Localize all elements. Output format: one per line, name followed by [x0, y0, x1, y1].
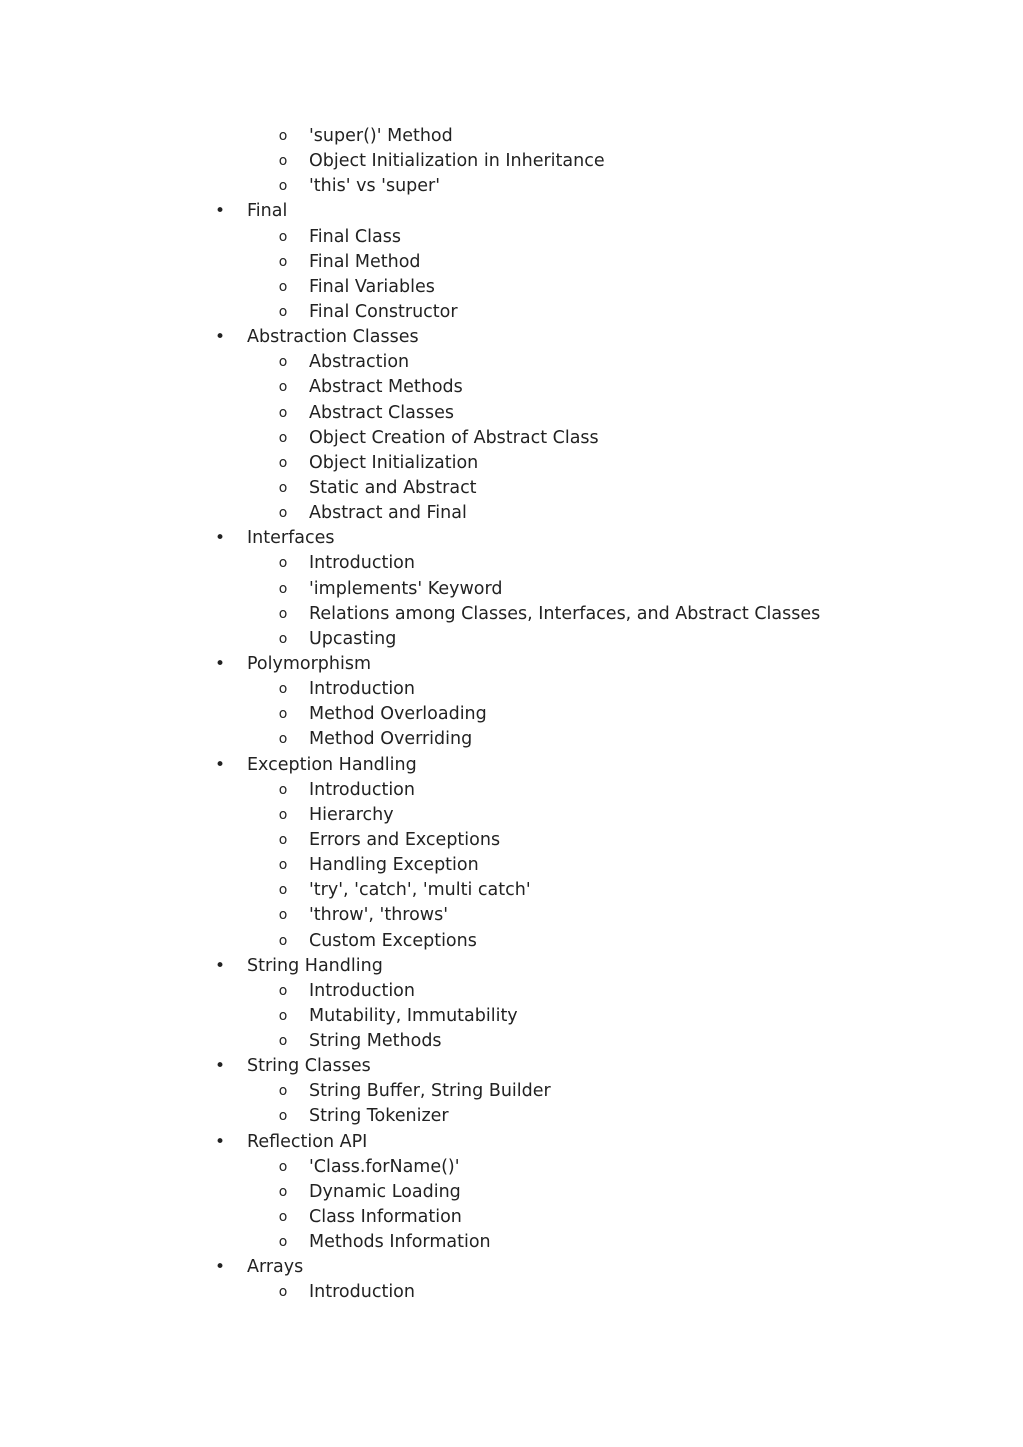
topic-label: String Classes	[247, 1056, 371, 1077]
subtopic-item	[0, 1104, 1023, 1129]
bullet-circle-icon: o	[278, 605, 288, 622]
bullet-circle-icon: o	[278, 555, 288, 572]
topic-label: Polymorphism	[247, 653, 372, 674]
subtopic-label: Abstract and Final	[309, 503, 467, 524]
bullet-circle-icon: o	[278, 429, 288, 446]
subtopic-item	[0, 727, 1023, 752]
subtopic-item	[0, 903, 1023, 928]
subtopic-label: Class Information	[309, 1207, 462, 1228]
subtopic-item	[0, 476, 1023, 501]
topic-label: Interfaces	[247, 528, 335, 549]
subtopic-item	[0, 174, 1023, 199]
subtopic-item	[0, 803, 1023, 828]
bullet-circle-icon: o	[278, 1284, 288, 1301]
subtopic-item	[0, 602, 1023, 627]
subtopic-label: Custom Exceptions	[309, 930, 477, 951]
subtopic-label: Final Variables	[309, 276, 435, 297]
subtopic-label: String Buffer, String Builder	[309, 1081, 551, 1102]
subtopic-label: 'implements' Keyword	[309, 578, 503, 599]
subtopic-item	[0, 702, 1023, 727]
subtopic-item	[0, 375, 1023, 400]
bullet-circle-icon: o	[278, 1183, 288, 1200]
subtopic-item	[0, 501, 1023, 526]
subtopic-item	[0, 250, 1023, 275]
bullet-circle-icon: o	[278, 1083, 288, 1100]
bullet-circle-icon: o	[278, 404, 288, 421]
subtopic-item	[0, 929, 1023, 954]
subtopic-item	[0, 577, 1023, 602]
subtopic-item	[0, 1079, 1023, 1104]
subtopic-item	[0, 401, 1023, 426]
bullet-circle-icon: o	[278, 932, 288, 949]
bullet-circle-icon: o	[278, 505, 288, 522]
topic-item	[0, 1255, 1023, 1280]
bullet-disc-icon: •	[214, 201, 226, 222]
bullet-circle-icon: o	[278, 178, 288, 195]
bullet-circle-icon: o	[278, 1007, 288, 1024]
bullet-circle-icon: o	[278, 479, 288, 496]
subtopic-label: Handling Exception	[309, 855, 479, 876]
subtopic-label: String Tokenizer	[309, 1106, 449, 1127]
subtopic-label: Abstract Methods	[309, 377, 463, 398]
subtopic-label: 'this' vs 'super'	[309, 176, 441, 197]
subtopic-item	[0, 124, 1023, 149]
subtopic-label: Errors and Exceptions	[309, 829, 501, 850]
bullet-circle-icon: o	[278, 857, 288, 874]
bullet-disc-icon: •	[214, 1257, 226, 1278]
topic-item	[0, 954, 1023, 979]
topic-label: Arrays	[247, 1257, 304, 1278]
bullet-circle-icon: o	[278, 681, 288, 698]
bullet-circle-icon: o	[278, 228, 288, 245]
bullet-circle-icon: o	[278, 982, 288, 999]
subtopic-item	[0, 1230, 1023, 1255]
bullet-circle-icon: o	[278, 454, 288, 471]
subtopic-item	[0, 275, 1023, 300]
subtopic-label: 'throw', 'throws'	[309, 905, 449, 926]
subtopic-label: Introduction	[309, 679, 415, 700]
topic-item	[0, 199, 1023, 224]
subtopic-item	[0, 677, 1023, 702]
subtopic-label: Methods Information	[309, 1232, 491, 1253]
bullet-circle-icon: o	[278, 806, 288, 823]
topic-label: Abstraction Classes	[247, 327, 419, 348]
bullet-circle-icon: o	[278, 1108, 288, 1125]
bullet-disc-icon: •	[214, 327, 226, 348]
bullet-disc-icon: •	[214, 1056, 226, 1077]
bullet-disc-icon: •	[214, 528, 226, 549]
bullet-disc-icon: •	[214, 1131, 226, 1152]
subtopic-label: Method Overriding	[309, 729, 473, 750]
bullet-circle-icon: o	[278, 128, 288, 144]
topic-item	[0, 526, 1023, 551]
subtopic-label: 'super()' Method	[309, 126, 453, 146]
bullet-circle-icon: o	[278, 1158, 288, 1175]
subtopic-item	[0, 1280, 1023, 1305]
bullet-circle-icon: o	[278, 1033, 288, 1050]
subtopic-item	[0, 426, 1023, 451]
subtopic-label: Object Creation of Abstract Class	[309, 427, 599, 448]
bullet-circle-icon: o	[278, 379, 288, 396]
topic-label: Reflection API	[247, 1131, 368, 1152]
course-outline	[0, 124, 1023, 1306]
topic-item	[0, 325, 1023, 350]
subtopic-label: String Methods	[309, 1031, 442, 1052]
subtopic-item	[0, 1205, 1023, 1230]
subtopic-label: Introduction	[309, 553, 415, 574]
bullet-disc-icon: •	[214, 653, 226, 674]
bullet-disc-icon: •	[214, 955, 226, 976]
subtopic-item	[0, 627, 1023, 652]
subtopic-label: Hierarchy	[309, 804, 394, 825]
bullet-circle-icon: o	[278, 907, 288, 924]
subtopic-label: Abstract Classes	[309, 402, 454, 423]
subtopic-label: Introduction	[309, 980, 415, 1001]
subtopic-label: Abstraction	[309, 352, 410, 373]
subtopic-item	[0, 853, 1023, 878]
bullet-circle-icon: o	[278, 1234, 288, 1251]
topic-label: Final	[247, 201, 288, 222]
bullet-circle-icon: o	[278, 831, 288, 848]
subtopic-label: Object Initialization in Inheritance	[309, 151, 605, 172]
bullet-circle-icon: o	[278, 706, 288, 723]
subtopic-label: 'try', 'catch', 'multi catch'	[309, 880, 531, 901]
subtopic-item	[0, 350, 1023, 375]
bullet-circle-icon: o	[278, 731, 288, 748]
topic-item	[0, 1130, 1023, 1155]
subtopic-item	[0, 225, 1023, 250]
bullet-circle-icon: o	[278, 1209, 288, 1226]
topic-label: Exception Handling	[247, 754, 417, 775]
subtopic-label: Mutability, Immutability	[309, 1005, 518, 1026]
topic-label: String Handling	[247, 955, 383, 976]
bullet-circle-icon: o	[278, 882, 288, 899]
subtopic-item	[0, 1180, 1023, 1205]
subtopic-item	[0, 828, 1023, 853]
subtopic-item	[0, 551, 1023, 576]
subtopic-label: 'Class.forName()'	[309, 1156, 460, 1177]
subtopic-item	[0, 1004, 1023, 1029]
bullet-circle-icon: o	[278, 781, 288, 798]
subtopic-label: Static and Abstract	[309, 477, 477, 498]
bullet-circle-icon: o	[278, 303, 288, 320]
bullet-circle-icon: o	[278, 630, 288, 647]
subtopic-label: Final Class	[309, 226, 401, 247]
topic-item	[0, 652, 1023, 677]
topic-item	[0, 753, 1023, 778]
subtopic-item	[0, 878, 1023, 903]
subtopic-label: Final Method	[309, 251, 421, 272]
subtopic-item	[0, 149, 1023, 174]
subtopic-item	[0, 451, 1023, 476]
subtopic-label: Upcasting	[309, 628, 397, 649]
subtopic-label: Dynamic Loading	[309, 1181, 461, 1202]
bullet-circle-icon: o	[278, 580, 288, 597]
subtopic-label: Final Constructor	[309, 301, 458, 322]
bullet-circle-icon: o	[278, 253, 288, 270]
subtopic-item	[0, 1029, 1023, 1054]
bullet-circle-icon: o	[278, 354, 288, 371]
subtopic-item	[0, 979, 1023, 1004]
topic-item	[0, 1054, 1023, 1079]
subtopic-item	[0, 778, 1023, 803]
bullet-circle-icon: o	[278, 278, 288, 295]
subtopic-item	[0, 1155, 1023, 1180]
bullet-circle-icon: o	[278, 153, 288, 170]
subtopic-item	[0, 300, 1023, 325]
subtopic-label: Object Initialization	[309, 452, 479, 473]
subtopic-label: Introduction	[309, 779, 415, 800]
subtopic-label: Relations among Classes, Interfaces, and Abstract Classes	[309, 603, 821, 624]
bullet-disc-icon: •	[214, 754, 226, 775]
subtopic-label: Method Overloading	[309, 704, 487, 725]
subtopic-label: Introduction	[309, 1282, 415, 1303]
